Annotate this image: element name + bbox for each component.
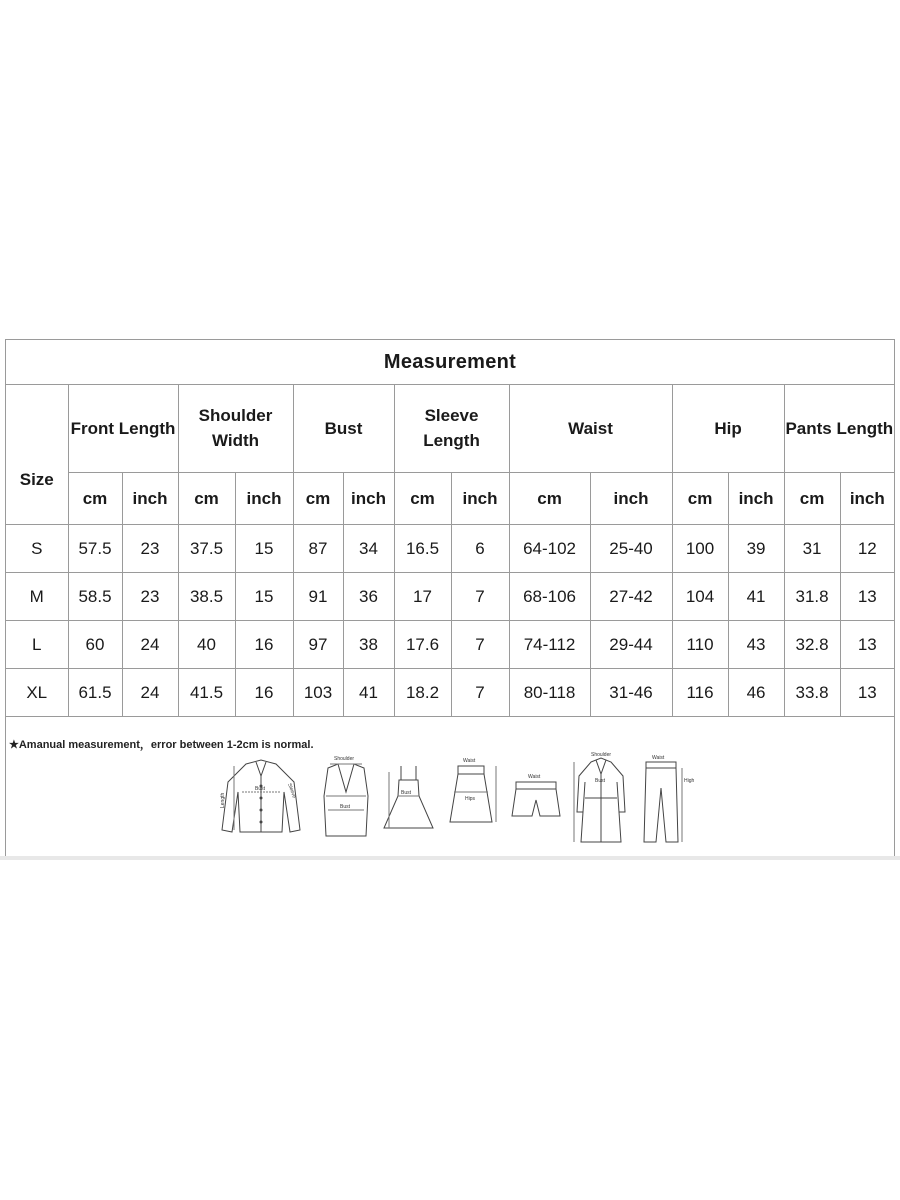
header-row-units [6, 473, 894, 525]
value-cell: 91 [293, 573, 343, 621]
table-row [6, 525, 894, 573]
chart-title: Measurement [6, 340, 894, 385]
diagram-label: Length [220, 792, 226, 808]
value-cell: 34 [343, 525, 394, 573]
value-cell: 104 [672, 573, 728, 621]
vest-diagram-icon [316, 752, 376, 844]
bottom-edge-divider [0, 856, 900, 860]
unit-cm: cm [178, 473, 235, 525]
header-pants-length: Pants Length [784, 384, 894, 473]
blouse-diagram-icon [216, 752, 306, 844]
value-cell: 15 [235, 525, 293, 573]
size-cell: XL [6, 669, 68, 717]
value-cell: 74-112 [509, 621, 590, 669]
value-cell: 57.5 [68, 525, 122, 573]
unit-inch: inch [235, 473, 293, 525]
value-cell: 12 [840, 525, 894, 573]
value-cell: 17 [394, 573, 451, 621]
value-cell: 6 [451, 525, 509, 573]
footer-section [6, 716, 894, 856]
size-cell: M [6, 573, 68, 621]
value-cell: 33.8 [784, 669, 840, 717]
value-cell: 36 [343, 573, 394, 621]
value-cell: 31.8 [784, 573, 840, 621]
value-cell: 103 [293, 669, 343, 717]
value-cell: 13 [840, 573, 894, 621]
pants-diagram-icon [636, 752, 696, 844]
value-cell: 16 [235, 621, 293, 669]
size-header: Size [6, 384, 68, 525]
diagram-label: High [684, 778, 695, 784]
unit-cm: cm [509, 473, 590, 525]
value-cell: 61.5 [68, 669, 122, 717]
diagram-label: Waist [652, 755, 665, 761]
size-chart [5, 339, 895, 857]
value-cell: 17.6 [394, 621, 451, 669]
diagram-label: Sleeve [286, 782, 297, 800]
value-cell: 43 [728, 621, 784, 669]
value-cell: 116 [672, 669, 728, 717]
unit-cm: cm [672, 473, 728, 525]
header-sleeve-length: Sleeve Length [394, 384, 509, 473]
value-cell: 15 [235, 573, 293, 621]
diagram-label: Shoulder [334, 756, 355, 762]
unit-inch: inch [122, 473, 178, 525]
value-cell: 24 [122, 669, 178, 717]
diagram-label: Bust [595, 778, 606, 784]
diagram-label: Bust [255, 786, 266, 792]
unit-cm: cm [68, 473, 122, 525]
value-cell: 110 [672, 621, 728, 669]
unit-inch: inch [451, 473, 509, 525]
value-cell: 41 [343, 669, 394, 717]
unit-inch: inch [590, 473, 672, 525]
value-cell: 41.5 [178, 669, 235, 717]
value-cell: 16 [235, 669, 293, 717]
unit-inch: inch [343, 473, 394, 525]
header-row-groups [6, 384, 894, 473]
value-cell: 7 [451, 573, 509, 621]
value-cell: 100 [672, 525, 728, 573]
value-cell: 31-46 [590, 669, 672, 717]
value-cell: 87 [293, 525, 343, 573]
value-cell: 25-40 [590, 525, 672, 573]
value-cell: 7 [451, 621, 509, 669]
unit-inch: inch [728, 473, 784, 525]
diagram-label: Shoulder [591, 752, 612, 758]
value-cell: 29-44 [590, 621, 672, 669]
diagram-label: Waist [463, 758, 476, 764]
value-cell: 23 [122, 573, 178, 621]
value-cell: 32.8 [784, 621, 840, 669]
value-cell: 37.5 [178, 525, 235, 573]
table-row [6, 573, 894, 621]
diagram-label: Bust [401, 790, 412, 796]
value-cell: 13 [840, 621, 894, 669]
measurement-table [6, 384, 894, 717]
size-cell: L [6, 621, 68, 669]
value-cell: 38 [343, 621, 394, 669]
value-cell: 60 [68, 621, 122, 669]
value-cell: 97 [293, 621, 343, 669]
value-cell: 13 [840, 669, 894, 717]
value-cell: 58.5 [68, 573, 122, 621]
unit-cm: cm [293, 473, 343, 525]
measurement-note: ★Amanual measurement，error between 1-2cm is normal. [9, 739, 314, 751]
value-cell: 38.5 [178, 573, 235, 621]
value-cell: 68-106 [509, 573, 590, 621]
diagram-label: Hips [465, 796, 476, 802]
header-bust: Bust [293, 384, 394, 473]
value-cell: 16.5 [394, 525, 451, 573]
value-cell: 31 [784, 525, 840, 573]
value-cell: 46 [728, 669, 784, 717]
size-cell: S [6, 525, 68, 573]
value-cell: 24 [122, 621, 178, 669]
shorts-diagram-icon [506, 752, 566, 844]
value-cell: 18.2 [394, 669, 451, 717]
header-shoulder-width: Shoulder Width [178, 384, 293, 473]
unit-cm: cm [784, 473, 840, 525]
garment-diagrams [216, 752, 696, 852]
header-front-length: Front Length [68, 384, 178, 473]
value-cell: 64-102 [509, 525, 590, 573]
value-cell: 39 [728, 525, 784, 573]
table-row [6, 669, 894, 717]
dress-diagram-icon [381, 752, 436, 844]
value-cell: 41 [728, 573, 784, 621]
value-cell: 27-42 [590, 573, 672, 621]
unit-inch: inch [840, 473, 894, 525]
value-cell: 23 [122, 525, 178, 573]
diagram-label: Waist [528, 774, 541, 780]
value-cell: 7 [451, 669, 509, 717]
coat-diagram-icon [571, 752, 631, 844]
header-waist: Waist [509, 384, 672, 473]
value-cell: 40 [178, 621, 235, 669]
table-row [6, 621, 894, 669]
unit-cm: cm [394, 473, 451, 525]
diagram-label: Bust [340, 804, 351, 810]
skirt-diagram-icon [444, 752, 499, 844]
value-cell: 80-118 [509, 669, 590, 717]
header-hip: Hip [672, 384, 784, 473]
